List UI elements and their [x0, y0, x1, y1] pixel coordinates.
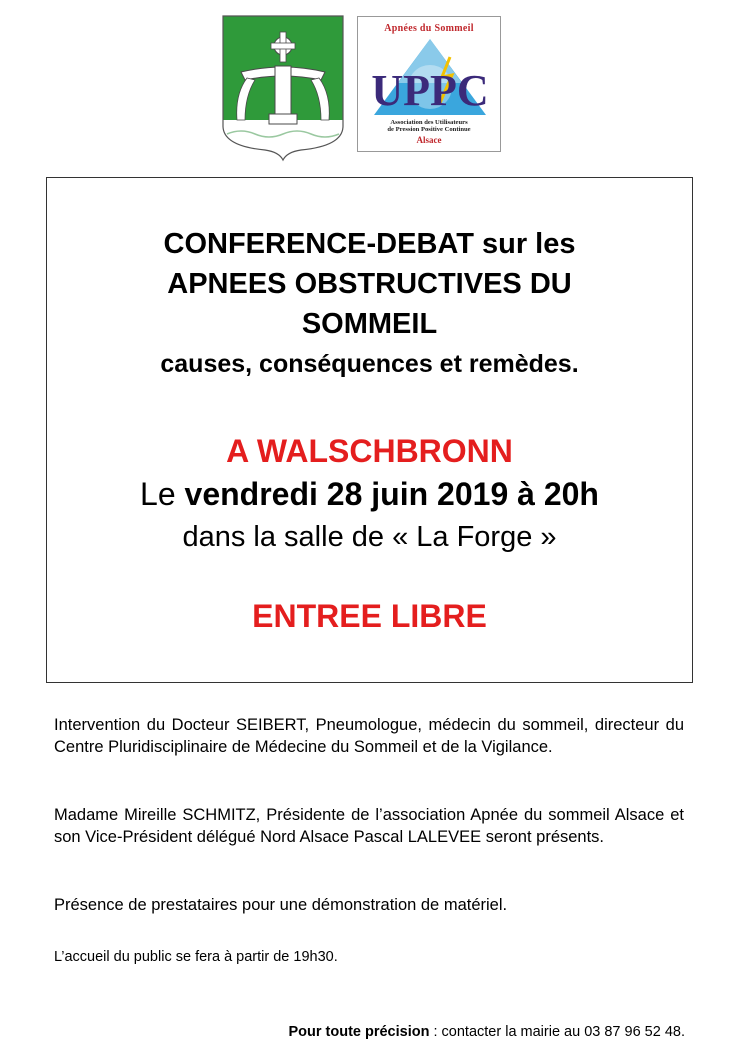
contact-text: : contacter la mairie au 03 87 96 52 48. [429, 1024, 685, 1040]
association-subtitle-line1: Association des Utilisateurs [390, 119, 468, 126]
free-entry: ENTREE LIBRE [252, 598, 487, 634]
event-venue: dans la salle de « La Forge » [182, 521, 557, 553]
subheadline: causes, conséquences et remèdes. [160, 350, 579, 378]
event-time: 20h [543, 476, 599, 512]
contact-label: Pour toute précision [288, 1024, 430, 1040]
event-datetime [47, 475, 692, 513]
paragraph-association: Madame Mireille SCHMITZ, Présidente de l’association Apnée du sommeil Alsace et son Vice-Président délégué Nord Alsace Pascal LALEVEE seront présents. [54, 806, 684, 846]
announcement-box [46, 177, 693, 683]
headline-line-3: SOMMEIL [301, 308, 438, 340]
association-logo [357, 16, 501, 152]
paragraph-providers: Présence de prestataires pour une démonstration de matériel. [54, 896, 508, 914]
association-subtitle [362, 119, 496, 133]
contact-line [288, 1022, 685, 1042]
paragraph-welcome: L’accueil du public se fera à partir de 19h30. [54, 949, 338, 965]
association-subtitle-line2: de Pression Positive Continue [387, 126, 471, 134]
datetime-prefix: Le [140, 476, 185, 512]
association-title: Apnées du Sommeil [384, 23, 474, 34]
headline-line-2: APNEES OBSTRUCTIVES DU [167, 268, 572, 300]
event-date: vendredi 28 juin 2019 [184, 476, 509, 512]
datetime-connector: à [508, 476, 544, 512]
association-initials: UPPC [371, 66, 489, 115]
event-location: A WALSCHBRONN [226, 433, 513, 469]
headline [47, 224, 692, 344]
paragraph-speaker: Intervention du Docteur SEIBERT, Pneumologue, médecin du sommeil, directeur du Centre Pluridisciplinaire de Médecine du Sommeil et de la Vigilance. [54, 716, 684, 756]
association-region: Alsace [416, 135, 442, 145]
headline-line-1: CONFERENCE-DEBAT sur les [163, 228, 576, 260]
town-crest-icon [221, 14, 345, 162]
